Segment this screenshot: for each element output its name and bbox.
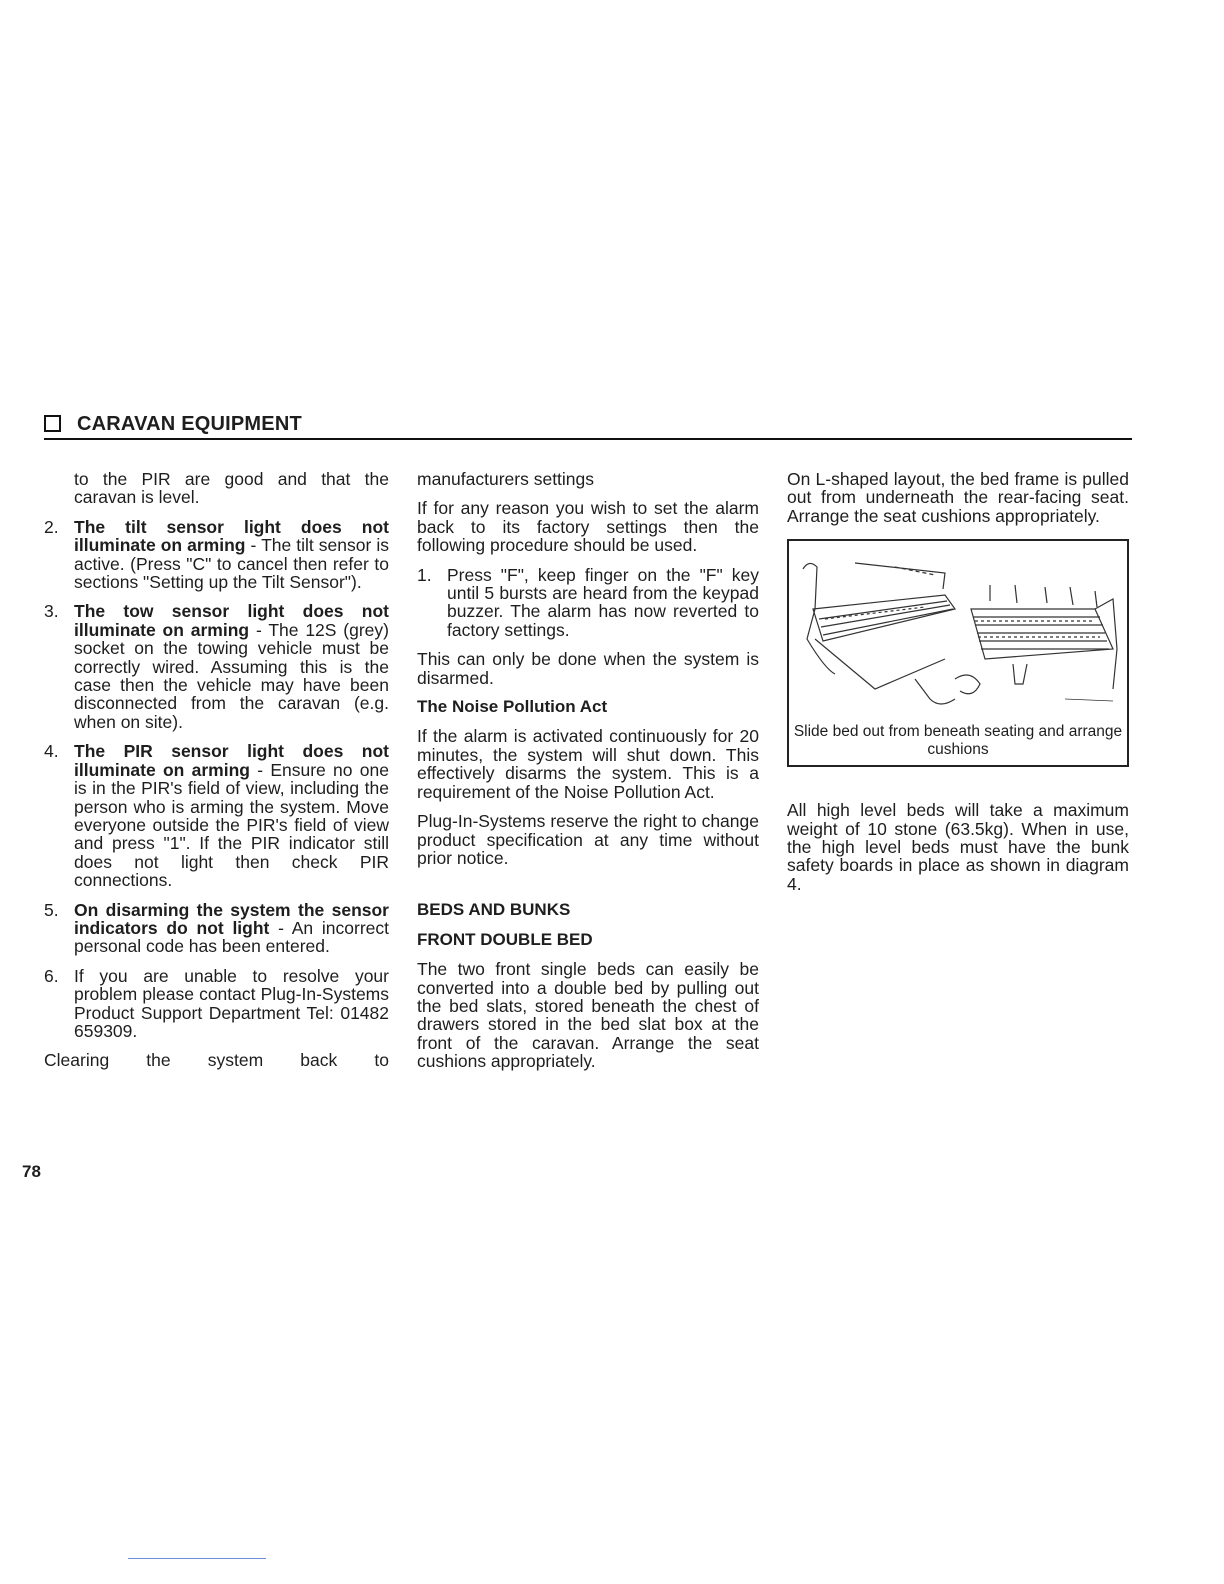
list-item (44, 518, 389, 592)
column-middle (417, 470, 759, 1082)
list-number: 2. (44, 516, 59, 537)
paragraph: If for any reason you wish to set the alarm back to its factory settings then the following procedure should be used. (417, 498, 759, 556)
list-text: - The 12S (grey) socket on the towing vehicle must be correctly wired. Assuming this is the case then the vehicle may have been disconnected from the caravan (e.g. when on site). (74, 619, 389, 732)
list-number: 4. (44, 741, 59, 762)
column-left (44, 470, 389, 1081)
section-title: CARAVAN EQUIPMENT (77, 413, 302, 435)
list-text: - Ensure no one is in the PIR's field of view, including the person who is arming the system. Move everyone outside the PIR's field of view and press "1". If the PIR indicator still does not light then check PIR connections. (74, 759, 389, 891)
heading-beds-and-bunks: BEDS AND BUNKS (417, 900, 571, 920)
bed-diagram-figure (787, 539, 1129, 767)
step-number: 1. (417, 564, 432, 585)
intro-paragraph: to the PIR are good and that the caravan is level. (74, 469, 389, 508)
paragraph: All high level beds will take a maximum weight of 10 stone (63.5kg). When in use, the high level beds must have the bunk safety boards in place as shown in diagram 4. (787, 800, 1129, 894)
list-item (44, 742, 389, 889)
section-header (44, 412, 1132, 440)
list-heading: The PIR sensor light does not illuminate on arming (74, 741, 389, 780)
list-heading: On disarming the system the sensor indicators do not light (74, 899, 389, 938)
heading-front-double-bed: FRONT DOUBLE BED (417, 929, 593, 949)
list-number: 3. (44, 601, 59, 622)
footer-rule (128, 1558, 266, 1559)
list-text: - An incorrect personal code has been entered. (74, 917, 389, 957)
list-heading: The tow sensor light does not illuminate on arming (74, 601, 389, 640)
step-text: Press "F", keep finger on the "F" key until 5 bursts are heard from the keypad buzzer. The alarm has now reverted to factory settings. (447, 564, 759, 640)
subheading-noise-act: The Noise Pollution Act (417, 697, 608, 717)
paragraph: This can only be done when the system is disarmed. (417, 649, 759, 688)
list-number: 6. (44, 965, 59, 986)
list-text: - The tilt sensor is active. (Press "C" to cancel then refer to sections "Setting up the Tilt Sensor"). (74, 535, 389, 593)
paragraph: Plug-In-Systems reserve the right to change product specification at any time without prior notice. (417, 811, 759, 868)
list-item (44, 901, 389, 956)
paragraph: manufacturers settings (417, 469, 595, 489)
closing-text: Clearing the system back to (44, 1050, 389, 1071)
list-number: 5. (44, 899, 59, 920)
bed-slats-illustration (795, 549, 1121, 719)
page-number: 78 (22, 1162, 41, 1181)
list-item (44, 967, 389, 1041)
column-right (787, 470, 1129, 904)
list-heading: The tilt sensor light does not illuminate on arming (74, 516, 389, 556)
paragraph: If the alarm is activated continuously for 20 minutes, the system will shut down. This effectively disarms the system. This is a requirement of the Noise Pollution Act. (417, 726, 759, 802)
checkbox-square-icon (44, 415, 61, 432)
paragraph: On L-shaped layout, the bed frame is pulled out from underneath the rear-facing seat. Arrange the seat cushions appropriately. (787, 469, 1129, 526)
figure-caption: Slide bed out from beneath seating and arrange cushions (793, 723, 1123, 759)
list-item (44, 602, 389, 731)
list-text: If you are unable to resolve your problem please contact Plug-In-Systems Product Support Department Tel: 01482 659309. (74, 965, 389, 1041)
paragraph: The two front single beds can easily be converted into a double bed by pulling out the bed slats, stored beneath the chest of drawers stored in the bed slat box at the front of the caravan. Arrange the seat cushions appropriately. (417, 959, 759, 1072)
step-item (417, 566, 759, 640)
